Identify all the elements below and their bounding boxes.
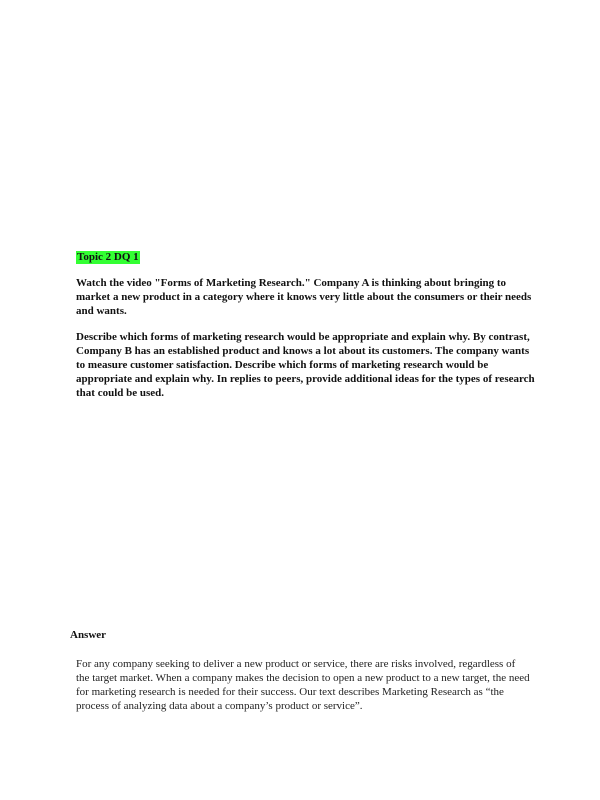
prompt-paragraph-2: Describe which forms of marketing research would be appropriate and explain why. By contrast, Company B has an established product and knows a lot about its customers. The company wants to measure customer satisfaction. Describe which forms of marketing research would be appropriate and explain why. In replies to peers, provide additional ideas for the types of research that could be used. [76, 331, 535, 399]
prompt-paragraph-1: Watch the video "Forms of Marketing Research." Company A is thinking about bringing to market a new product in a category where it knows very little about the consumers or their needs and wants. [76, 277, 532, 317]
topic-heading: Topic 2 DQ 1 [77, 251, 139, 263]
answer-paragraph: For any company seeking to deliver a new product or service, there are risks involved, regardless of the target market. When a company makes the decision to open a new product to a new target, the need for marketing research is needed for their success. Our text describes Marketing Research as “the process of analyzing data about a company’s product or service”. [76, 658, 530, 712]
answer-heading: Answer [70, 629, 107, 641]
